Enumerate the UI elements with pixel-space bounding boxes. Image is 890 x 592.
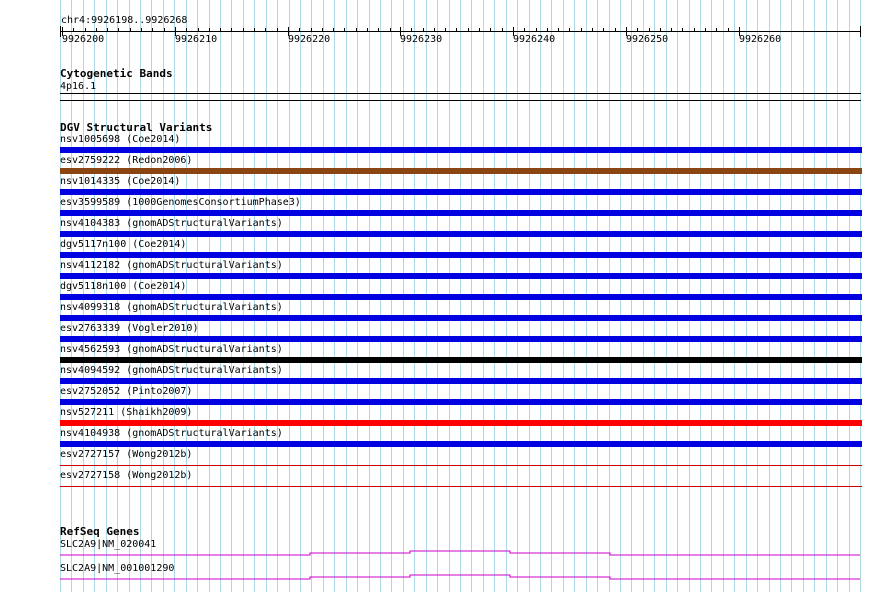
ruler-minor-tick xyxy=(277,28,278,32)
ruler-minor-tick xyxy=(356,28,357,32)
variant-bar[interactable] xyxy=(60,378,862,384)
ruler-minor-tick xyxy=(322,28,323,32)
ruler-minor-tick xyxy=(558,28,559,32)
variant-label[interactable]: esv2759222 (Redon2006) xyxy=(60,155,193,166)
ruler-left-end xyxy=(60,26,61,37)
variant-bar[interactable] xyxy=(60,210,862,216)
ruler-tick-label: 9926250 xyxy=(626,34,669,45)
cytoband-bottom-line xyxy=(60,100,861,101)
ruler-minor-tick xyxy=(390,28,391,32)
ruler-minor-tick xyxy=(186,28,187,32)
ruler-minor-tick xyxy=(694,28,695,32)
ruler-minor-tick xyxy=(649,28,650,32)
ruler-minor-tick xyxy=(198,28,199,32)
ruler-tick-label: 9926210 xyxy=(175,34,218,45)
ruler-minor-tick xyxy=(85,28,86,32)
variant-bar[interactable] xyxy=(60,357,862,363)
ruler-minor-tick xyxy=(671,28,672,32)
variant-bar[interactable] xyxy=(60,315,862,321)
ruler-minor-tick xyxy=(299,28,300,32)
ruler-minor-tick xyxy=(547,28,548,32)
variant-label[interactable]: nsv4562593 (gnomADStructuralVariants) xyxy=(60,344,283,355)
variant-label[interactable]: esv2727158 (Wong2012b) xyxy=(60,470,193,481)
ruler-minor-tick xyxy=(569,28,570,32)
variant-bar[interactable] xyxy=(60,399,862,405)
ruler-minor-tick xyxy=(311,28,312,32)
ruler-minor-tick xyxy=(243,28,244,32)
ruler-minor-tick xyxy=(479,28,480,32)
variant-bar[interactable] xyxy=(60,168,862,174)
ruler-minor-tick xyxy=(231,28,232,32)
ruler-minor-tick xyxy=(73,28,74,32)
variant-label[interactable]: nsv4104938 (gnomADStructuralVariants) xyxy=(60,428,283,439)
location-label: chr4:9926198..9926268 xyxy=(61,15,188,26)
ruler-minor-tick xyxy=(118,28,119,32)
ruler-minor-tick xyxy=(164,28,165,32)
refseq-title: RefSeq Genes xyxy=(60,525,140,538)
ruler-minor-tick xyxy=(96,28,97,32)
variant-label[interactable]: dgv5118n100 (Coe2014) xyxy=(60,281,187,292)
ruler-minor-tick xyxy=(603,28,604,32)
variant-label[interactable]: nsv527211 (Shaikh2009) xyxy=(60,407,193,418)
cytoband-line xyxy=(60,93,861,94)
ruler-minor-tick xyxy=(468,28,469,32)
variant-bar[interactable] xyxy=(60,273,862,279)
ruler-minor-tick xyxy=(728,28,729,32)
ruler-minor-tick xyxy=(367,28,368,32)
gene-model[interactable] xyxy=(60,575,860,579)
variant-label[interactable]: esv2752052 (Pinto2007) xyxy=(60,386,193,397)
gene-label[interactable]: SLC2A9|NM_001001290 xyxy=(60,563,175,574)
variant-bar[interactable] xyxy=(60,231,862,237)
ruler-minor-tick xyxy=(209,28,210,32)
variant-label[interactable]: nsv4094592 (gnomADStructuralVariants) xyxy=(60,365,283,376)
variant-label[interactable]: nsv4104383 (gnomADStructuralVariants) xyxy=(60,218,283,229)
ruler-minor-tick xyxy=(411,28,412,32)
variant-bar[interactable] xyxy=(60,294,862,300)
variant-label[interactable]: dgv5117n100 (Coe2014) xyxy=(60,239,187,250)
ruler-minor-tick xyxy=(615,28,616,32)
variant-bar[interactable] xyxy=(60,486,862,487)
ruler-minor-tick xyxy=(107,28,108,32)
ruler-minor-tick xyxy=(445,28,446,32)
variant-bar[interactable] xyxy=(60,441,862,447)
ruler-minor-tick xyxy=(265,28,266,32)
ruler-minor-tick xyxy=(660,28,661,32)
ruler-right-end xyxy=(860,26,861,37)
variant-label[interactable]: nsv4099318 (gnomADStructuralVariants) xyxy=(60,302,283,313)
ruler-minor-tick xyxy=(637,28,638,32)
dgv-title: DGV Structural Variants xyxy=(60,121,213,134)
ruler-minor-tick xyxy=(716,28,717,32)
ruler-minor-tick xyxy=(682,28,683,32)
ruler-minor-tick xyxy=(220,28,221,32)
ruler-minor-tick xyxy=(490,28,491,32)
ruler-minor-tick xyxy=(434,28,435,32)
ruler-minor-tick xyxy=(141,28,142,32)
cytobands-title: Cytogenetic Bands xyxy=(60,67,173,80)
ruler-minor-tick xyxy=(254,28,255,32)
ruler-tick-label: 9926230 xyxy=(400,34,443,45)
ruler-tick-label: 9926260 xyxy=(739,34,782,45)
variant-label[interactable]: esv2727157 (Wong2012b) xyxy=(60,449,193,460)
variant-bar[interactable] xyxy=(60,189,862,195)
ruler-minor-tick xyxy=(344,28,345,32)
variant-label[interactable]: nsv1014335 (Coe2014) xyxy=(60,176,181,187)
ruler-minor-tick xyxy=(456,28,457,32)
ruler-minor-tick xyxy=(378,28,379,32)
variant-label[interactable]: esv3599589 (1000GenomesConsortiumPhase3) xyxy=(60,197,301,208)
ruler-minor-tick xyxy=(536,28,537,32)
ruler-tick-label: 9926200 xyxy=(62,34,105,45)
ruler-minor-tick xyxy=(130,28,131,32)
ruler-minor-tick xyxy=(152,28,153,32)
variant-label[interactable]: nsv4112182 (gnomADStructuralVariants) xyxy=(60,260,283,271)
variant-bar[interactable] xyxy=(60,420,862,426)
variant-label[interactable]: esv2763339 (Vogler2010) xyxy=(60,323,199,334)
ruler-minor-tick xyxy=(524,28,525,32)
variant-bar[interactable] xyxy=(60,147,862,153)
variant-bar[interactable] xyxy=(60,336,862,342)
gene-label[interactable]: SLC2A9|NM_020041 xyxy=(60,539,157,550)
ruler-minor-tick xyxy=(592,28,593,32)
variant-label[interactable]: nsv1005698 (Coe2014) xyxy=(60,134,181,145)
ruler-minor-tick xyxy=(581,28,582,32)
ruler-tick-label: 9926220 xyxy=(288,34,331,45)
variant-bar[interactable] xyxy=(60,465,862,466)
ruler-minor-tick xyxy=(502,28,503,32)
ruler-minor-tick xyxy=(333,28,334,32)
ruler-minor-tick xyxy=(705,28,706,32)
variant-bar[interactable] xyxy=(60,252,862,258)
cytoband-label: 4p16.1 xyxy=(60,81,97,92)
ruler-minor-tick xyxy=(423,28,424,32)
ruler-axis xyxy=(60,31,861,32)
ruler-tick-label: 9926240 xyxy=(513,34,556,45)
gene-model[interactable] xyxy=(60,551,860,555)
